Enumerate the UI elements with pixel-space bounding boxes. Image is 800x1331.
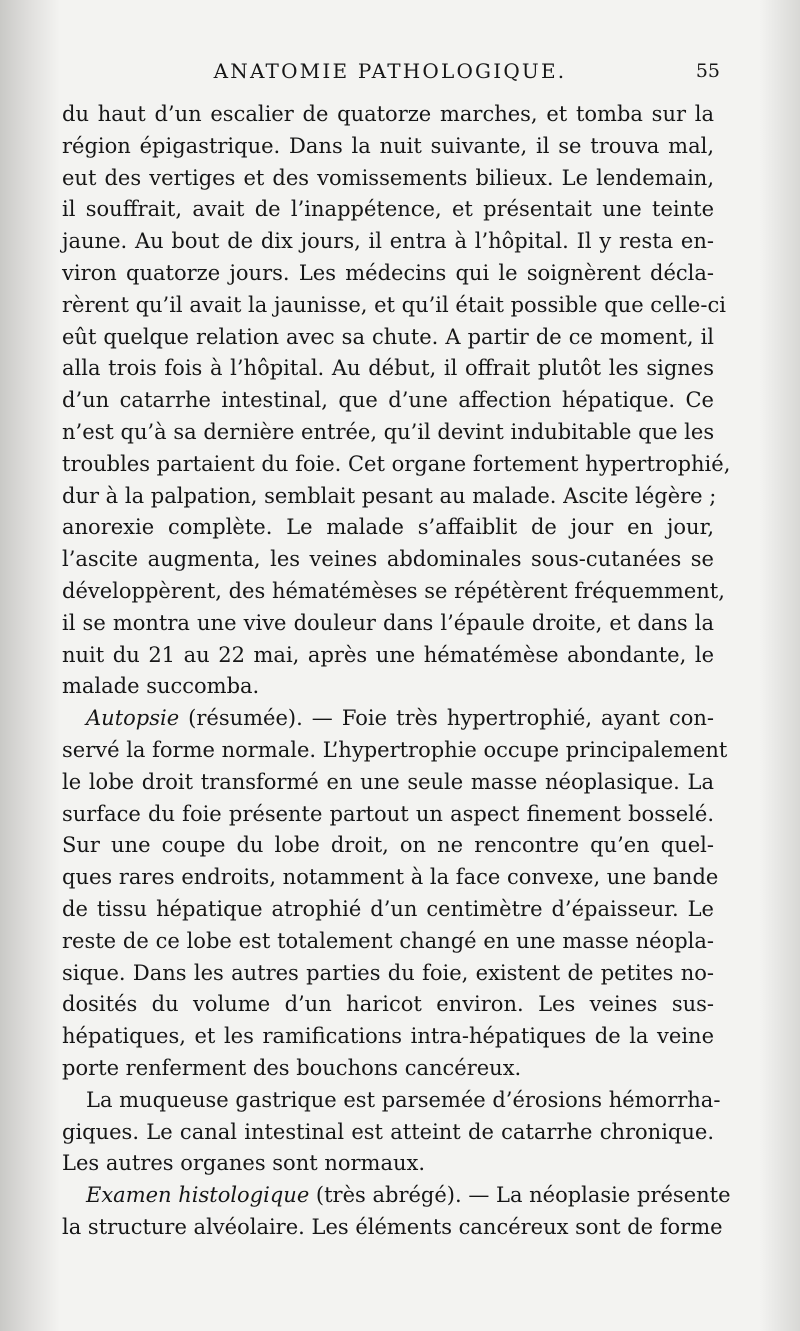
text-line: région épigastrique. Dans la nuit suivante, il se trouva mal, [62, 133, 714, 158]
text-line: sique. Dans les autres parties du foie, existent de petites no- [62, 960, 714, 985]
text-line: eut des vertiges et des vomissements bilieux. Le lendemain, [62, 165, 714, 190]
text-line: il se montra une vive douleur dans l’épaule droite, et dans la [62, 610, 714, 635]
text-line: n’est qu’à sa dernière entrée, qu’il devint indubitable que les [62, 419, 715, 444]
section-lead-examen: Examen histologique [86, 1183, 310, 1208]
page-edge-shadow [0, 0, 60, 1331]
text-line: anorexie complète. Le malade s’affaiblit de jour en jour, [62, 515, 714, 540]
text-line: le lobe droit transformé en une seule masse néoplasique. La [62, 769, 714, 794]
text-line: malade succomba. [62, 674, 260, 699]
text-run: (très abrégé). — La néoplasie présente [309, 1183, 731, 1208]
text-line: reste de ce lobe est totalement changé en une masse néopla- [62, 928, 714, 953]
text-line: la structure alvéolaire. Les éléments cancéreux sont de forme [62, 1214, 723, 1239]
running-header [60, 56, 720, 86]
paragraph-examen-histologique [62, 1180, 731, 1244]
text-line [62, 1180, 731, 1212]
text-line: troubles partaient du foie. Cet organe fortement hypertrophié, [62, 451, 731, 476]
text-line: servé la forme normale. L’hypertrophie occupe principalement [62, 737, 728, 762]
text-line: d’un catarrhe intestinal, que d’une affection hépatique. Ce [62, 388, 714, 413]
text-line: giques. Le canal intestinal est atteint de catarrhe chronique. [62, 1119, 714, 1144]
text-line: développèrent, des hématémèses se répétèrent fréquemment, [62, 578, 725, 603]
text-line: hépatiques, et les ramifications intra-hépatiques de la veine [62, 1024, 714, 1049]
text-line: eût quelque relation avec sa chute. A partir de ce moment, il [62, 324, 714, 349]
text-line: porte renferment des bouchons cancéreux. [62, 1055, 522, 1080]
text-line: jaune. Au bout de dix jours, il entra à l’hôpital. Il y resta en- [62, 229, 714, 254]
text-line: Sur une coupe du lobe droit, on ne rencontre qu’en quel- [62, 833, 714, 858]
paragraph-muqueuse [62, 1085, 721, 1180]
page-number: 55 [695, 60, 720, 82]
text-line: ques rares endroits, notamment à la face convexe, une bande [62, 865, 719, 890]
text-line: du haut d’un escalier de quatorze marches, et tomba sur la [62, 102, 714, 126]
text-line: La muqueuse gastrique est parsemée d’érosions hémorrha- [86, 1087, 721, 1112]
running-title: ANATOMIE PATHOLOGIQUE. [213, 59, 567, 83]
text-line: l’ascite augmenta, les veines abdominales sous-cutanées se [62, 547, 714, 572]
section-lead-autopsie: Autopsie [86, 706, 180, 731]
text-line: il souffrait, avait de l’inappétence, et présentait une teinte [62, 197, 714, 222]
text-line: Les autres organes sont normaux. [62, 1151, 426, 1176]
text-line: surface du foie présente partout un aspect finement bosselé. [62, 801, 714, 826]
text-line: rèrent qu’il avait la jaunisse, et qu’il était possible que celle-ci [62, 292, 726, 317]
paragraph-case-history [62, 99, 731, 703]
text-line: alla trois fois à l’hôpital. Au début, il offrait plutôt les signes [62, 356, 714, 381]
text-line: nuit du 21 au 22 mai, après une hématémèse abondante, le [62, 642, 714, 667]
text-run: (résumée). — Foie très hypertrophié, ayant con- [179, 706, 714, 731]
text-line: dosités du volume d’un haricot environ. Les veines sus- [62, 992, 714, 1017]
text-line [62, 703, 714, 735]
page-edge-shadow-right [760, 0, 800, 1331]
paragraph-autopsie [62, 703, 728, 1085]
body-text [62, 99, 731, 1244]
text-line: dur à la palpation, semblait pesant au malade. Ascite légère ; [62, 483, 717, 508]
text-line: de tissu hépatique atrophié d’un centimètre d’épaisseur. Le [62, 896, 714, 921]
text-line: viron quatorze jours. Les médecins qui le soignèrent décla- [62, 260, 714, 285]
